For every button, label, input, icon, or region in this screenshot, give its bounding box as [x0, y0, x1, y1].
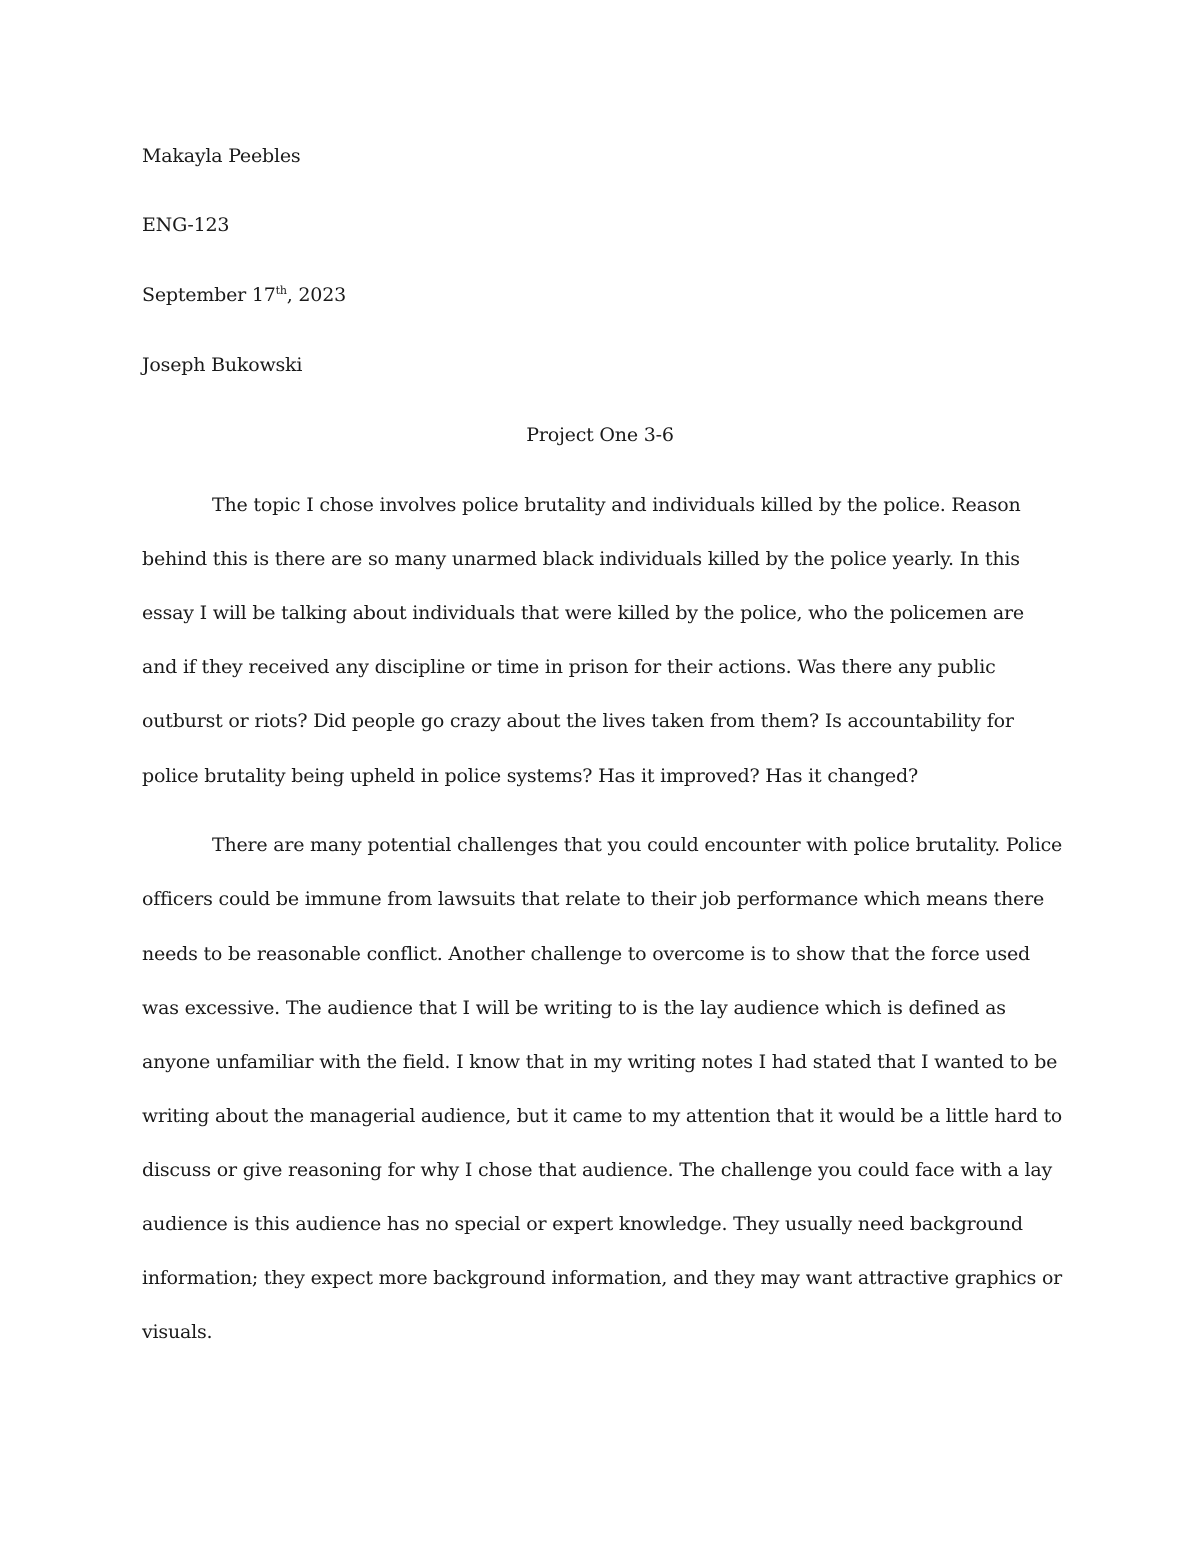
paragraph-line: outburst or riots? Did people go crazy about the lives taken from them? Is accountability for [142, 710, 1014, 732]
paragraph-line: visuals. [142, 1321, 213, 1343]
paragraph-line: officers could be immune from lawsuits that relate to their job performance which means there [142, 888, 1045, 910]
paragraph-line: audience is this audience has no special or expert knowledge. They usually need background [142, 1213, 1023, 1235]
paragraph-line: information; they expect more background information, and they may want attractive graphics or [142, 1267, 1063, 1289]
paragraph-line: There are many potential challenges that you could encounter with police brutality. Police [212, 834, 1063, 856]
paragraph-line: behind this is there are so many unarmed black individuals killed by the police yearly. In this [142, 548, 1020, 570]
paragraph-line: essay I will be talking about individuals that were killed by the police, who the policemen are [142, 602, 1024, 624]
paragraph-line: anyone unfamiliar with the field. I know that in my writing notes I had stated that I wanted to be [142, 1051, 1058, 1073]
paragraph-line: police brutality being upheld in police systems? Has it improved? Has it changed? [142, 765, 918, 787]
paragraph-line: needs to be reasonable conflict. Another challenge to overcome is to show that the force used [142, 943, 1030, 965]
paragraph-line: was excessive. The audience that I will be writing to is the lay audience which is defined as [142, 997, 1006, 1019]
paragraph-line: discuss or give reasoning for why I chose that audience. The challenge you could face with a lay [142, 1159, 1053, 1181]
paragraph-line: writing about the managerial audience, but it came to my attention that it would be a little hard to [142, 1105, 1063, 1127]
author-name: Makayla Peebles [142, 145, 301, 167]
date [142, 283, 346, 307]
date-month-day: September 17 [142, 284, 276, 306]
course-code: ENG-123 [142, 214, 230, 236]
date-year: , 2023 [286, 284, 346, 306]
document-title: Project One 3-6 [526, 424, 674, 446]
paragraph-line: and if they received any discipline or time in prison for their actions. Was there any public [142, 656, 996, 678]
paragraph-line: The topic I chose involves police brutality and individuals killed by the police. Reason [212, 494, 1021, 516]
instructor-name: Joseph Bukowski [142, 354, 303, 376]
date-ordinal-suffix: th [275, 284, 287, 297]
